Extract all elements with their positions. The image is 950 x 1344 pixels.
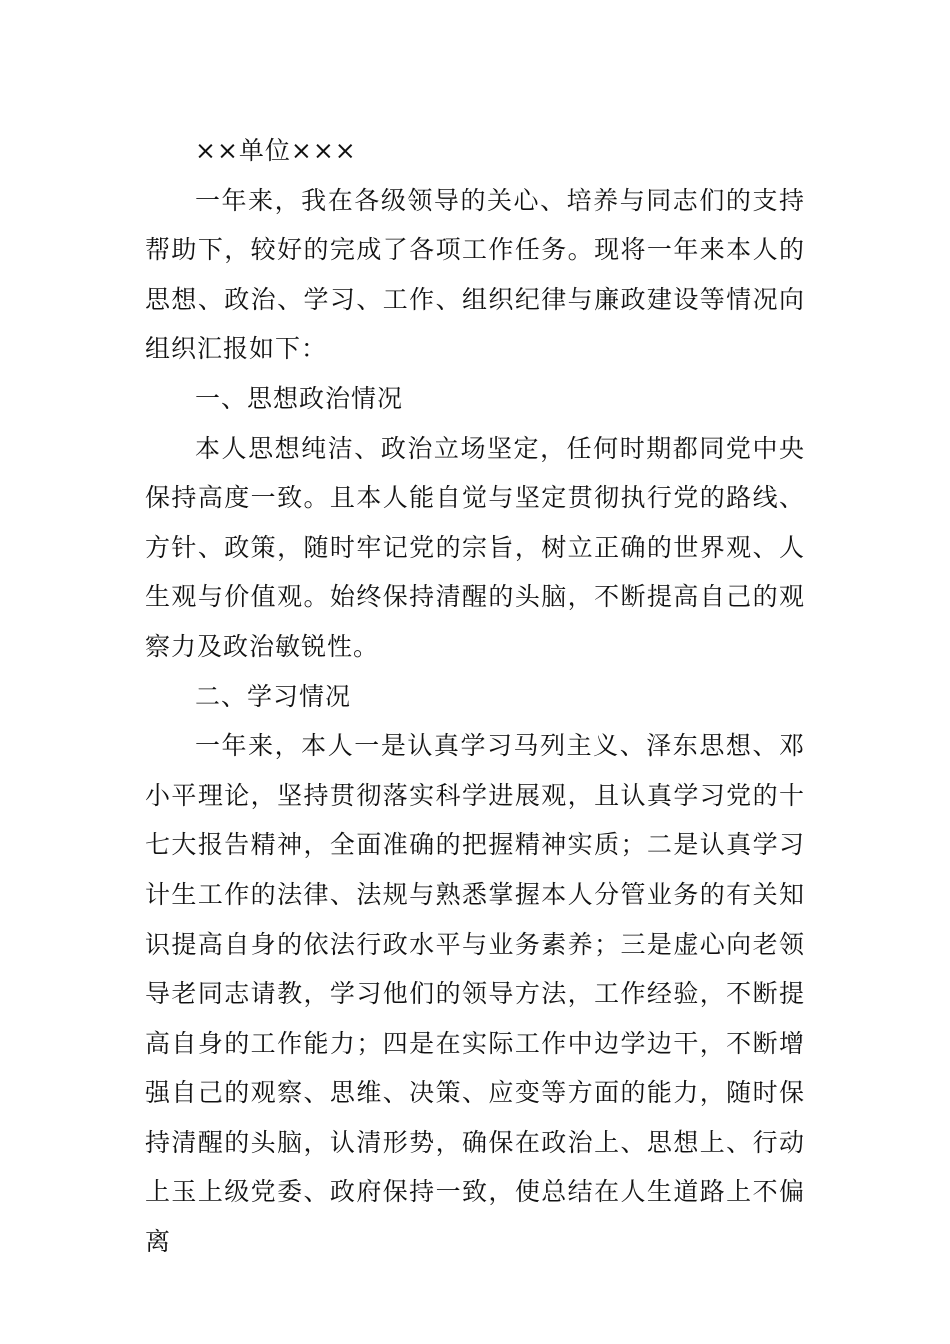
unit-line: ××单位××× [195,136,357,165]
intro-paragraph: 一年来，我在各级领导的关心、培养与同志们的支持帮助下，较好的完成了各项工作任务。现将一年来本人的思想、政治、学习、工作、组织纪律与廉政建设等情况向组织汇报如下： [145,185,805,364]
section-body-2: 一年来，本人一是认真学习马列主义、泽东思想、邓小平理论，坚持贯彻落实科学进展观，且认真学习党的十七大报告精神，全面准确的把握精神实质；二是认真学习计生工作的法律、法规与熟悉掌握本人分管业务的有关知识提高自身的依法行政水平与业务素养；三是虚心向老领导老同志请教，学习他们的领导方法，工作经验，不断提高自身的工作能力；四是在实际工作中边学边干，不断增强自己的观察、思维、决策、应变等方面的能力，随时保持清醒的头脑，认清形势，确保在政治上、思想上、行动上玉上级党委、政府保持一致，使总结在人生道路上不偏离 [145,731,805,1257]
document-body [145,126,805,1267]
section-heading-1: 一、思想政治情况 [195,383,404,413]
section-heading-2: 二、学习情况 [195,681,352,711]
section-body-1: 本人思想纯洁、政治立场坚定，任何时期都同党中央保持高度一致。且本人能自觉与坚定贯彻执行党的路线、方针、政策，随时牢记党的宗旨，树立正确的世界观、人生观与价值观。始终保持清醒的头脑，不断提高自己的观察力及政治敏锐性。 [145,433,805,661]
